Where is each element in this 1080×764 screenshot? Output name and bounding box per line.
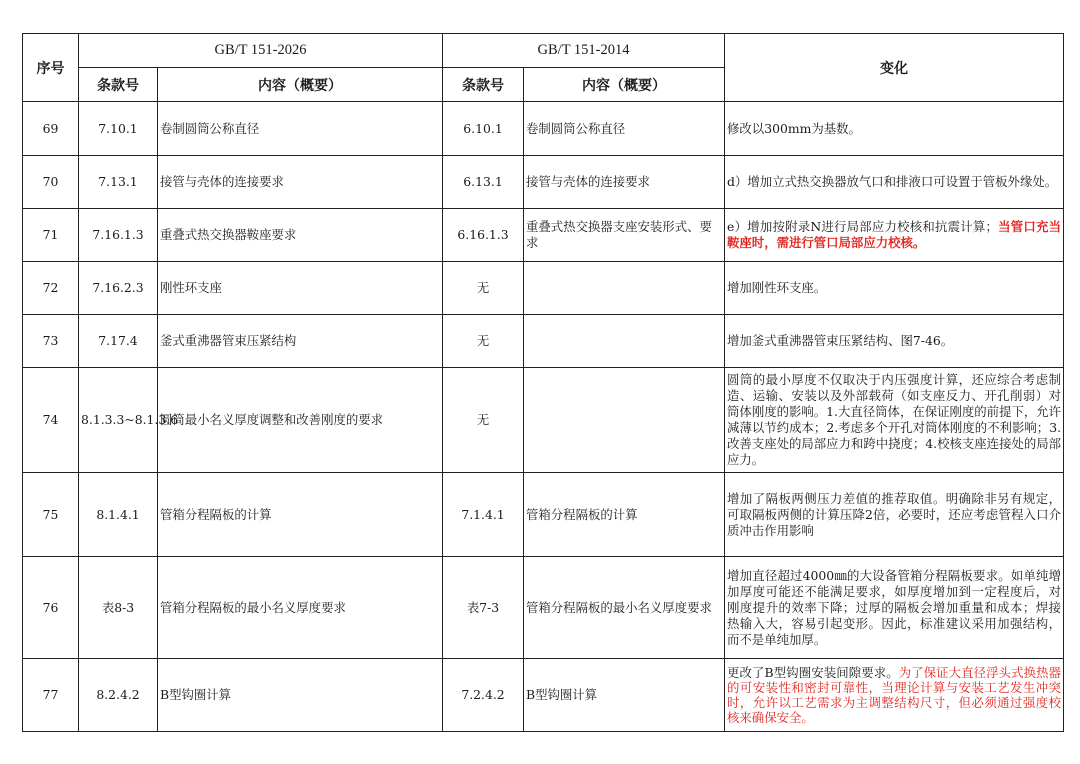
cell-old-content: 卷制圆筒公称直径 <box>524 102 725 156</box>
cell-new-content: 圆筒最小名义厚度调整和改善刚度的要求 <box>158 368 443 473</box>
change-text: 增加釜式重沸器管束压紧结构、图7-46。 <box>727 333 954 348</box>
header-seq: 序号 <box>23 34 79 102</box>
change-text: 增加刚性环支座。 <box>727 280 827 295</box>
table-row <box>23 659 1064 732</box>
cell-seq: 71 <box>23 209 79 262</box>
change-text: 增加直径超过4000㎜的大设备管箱分程隔板要求。如单纯增加厚度可能还不能满足要求，如厚度增加到一定程度后，对刚度提升的效率下降；过厚的隔板会增加重量和成本；焊接热输入大，容易引起变形。因此，标准建议采用加强结构，而不是单纯加厚。 <box>727 567 1062 647</box>
cell-old-content: 接管与壳体的连接要求 <box>524 156 725 209</box>
table-row <box>23 557 1064 659</box>
cell-old-content <box>524 315 725 368</box>
cell-change <box>725 315 1064 368</box>
cell-change <box>725 262 1064 315</box>
cell-seq: 72 <box>23 262 79 315</box>
cell-new-content: 管箱分程隔板的计算 <box>158 473 443 557</box>
cell-new-content: 卷制圆筒公称直径 <box>158 102 443 156</box>
cell-old-content: B型钩圈计算 <box>524 659 725 732</box>
table-row <box>23 102 1064 156</box>
cell-old-clause: 7.1.4.1 <box>443 473 524 557</box>
cell-new-clause: 7.17.4 <box>79 315 158 368</box>
cell-new-clause: 8.2.4.2 <box>79 659 158 732</box>
cell-seq: 73 <box>23 315 79 368</box>
cell-old-content: 管箱分程隔板的计算 <box>524 473 725 557</box>
table-row <box>23 315 1064 368</box>
header-old-clause: 条款号 <box>443 68 524 102</box>
cell-seq: 75 <box>23 473 79 557</box>
cell-old-content <box>524 368 725 473</box>
change-highlight: 为了保证大直径浮头式换热器的可安装性和密封可靠性，当理论计算与安装工艺发生冲突时，允许以工艺需求为主调整结构尺寸，但必须通过强度校核来确保安全。 <box>727 665 1062 725</box>
cell-change <box>725 209 1064 262</box>
cell-old-content: 重叠式热交换器支座安装形式、要求 <box>524 209 725 262</box>
cell-old-clause: 7.2.4.2 <box>443 659 524 732</box>
cell-old-content <box>524 262 725 315</box>
header-new-content: 内容（概要） <box>158 68 443 102</box>
cell-new-clause: 7.16.2.3 <box>79 262 158 315</box>
cell-seq: 69 <box>23 102 79 156</box>
cell-new-clause: 7.13.1 <box>79 156 158 209</box>
cell-old-clause: 6.13.1 <box>443 156 524 209</box>
cell-new-clause: 表8-3 <box>79 557 158 659</box>
change-text: 修改以300mm为基数。 <box>727 120 861 136</box>
cell-new-content: 釜式重沸器管束压紧结构 <box>158 315 443 368</box>
cell-new-clause: 8.1.4.1 <box>79 473 158 557</box>
cell-old-clause: 无 <box>443 315 524 368</box>
header-change: 变化 <box>725 34 1064 102</box>
cell-old-content: 管箱分程隔板的最小名义厚度要求 <box>524 557 725 659</box>
cell-new-clause: 7.16.1.3 <box>79 209 158 262</box>
table-row <box>23 473 1064 557</box>
header-old-content: 内容（概要） <box>524 68 725 102</box>
cell-old-clause: 6.10.1 <box>443 102 524 156</box>
cell-old-clause: 表7-3 <box>443 557 524 659</box>
table-row <box>23 262 1064 315</box>
cell-change <box>725 102 1064 156</box>
cell-change <box>725 156 1064 209</box>
cell-seq: 70 <box>23 156 79 209</box>
cell-change <box>725 557 1064 659</box>
cell-old-clause: 无 <box>443 368 524 473</box>
cell-seq: 74 <box>23 368 79 473</box>
cell-new-content: 刚性环支座 <box>158 262 443 315</box>
header-std-old: GB/T 151-2014 <box>443 34 725 68</box>
change-text: e）增加按附录N进行局部应力校核和抗震计算； <box>727 219 998 234</box>
cell-new-content: 接管与壳体的连接要求 <box>158 156 443 209</box>
cell-change <box>725 368 1064 473</box>
table-row <box>23 368 1064 473</box>
cell-old-clause: 无 <box>443 262 524 315</box>
cell-change <box>725 473 1064 557</box>
change-text: 增加了隔板两侧压力差值的推荐取值。明确除非另有规定，可取隔板两侧的计算压降2倍，必要时，还应考虑管程入口介质冲击作用影响 <box>727 490 1062 538</box>
cell-seq: 77 <box>23 659 79 732</box>
cell-seq: 76 <box>23 557 79 659</box>
cell-new-clause: 8.1.3.3~8.1.3.6 <box>79 368 158 473</box>
cell-change <box>725 659 1064 732</box>
cell-new-clause: 7.10.1 <box>79 102 158 156</box>
table-row <box>23 209 1064 262</box>
cell-new-content: 重叠式热交换器鞍座要求 <box>158 209 443 262</box>
cell-new-content: 管箱分程隔板的最小名义厚度要求 <box>158 557 443 659</box>
change-text: 圆筒的最小厚度不仅取决于内压强度计算，还应综合考虑制造、运输、安装以及外部载荷（如支座反力、开孔削弱）对筒体刚度的影响。1.大直径筒体，在保证刚度的前提下，允许减薄以节约成本；2.考虑多个开孔对筒体刚度的不利影响；3.改善支座处的局部应力和跨中挠度；4.校核支座连接处的局部应力。 <box>727 372 1062 467</box>
table-row <box>23 156 1064 209</box>
cell-new-content: B型钩圈计算 <box>158 659 443 732</box>
cell-old-clause: 6.16.1.3 <box>443 209 524 262</box>
header-std-new: GB/T 151-2026 <box>79 34 443 68</box>
change-text: 更改了B型钩圈安装间隙要求。 <box>727 665 899 680</box>
change-highlight: 当管口充当鞍座时，需进行管口局部应力校核。 <box>727 219 1062 250</box>
comparison-table <box>22 33 1064 732</box>
header-new-clause: 条款号 <box>79 68 158 102</box>
change-text: d）增加立式热交换器放气口和排液口可设置于管板外缘处。 <box>727 174 1058 189</box>
